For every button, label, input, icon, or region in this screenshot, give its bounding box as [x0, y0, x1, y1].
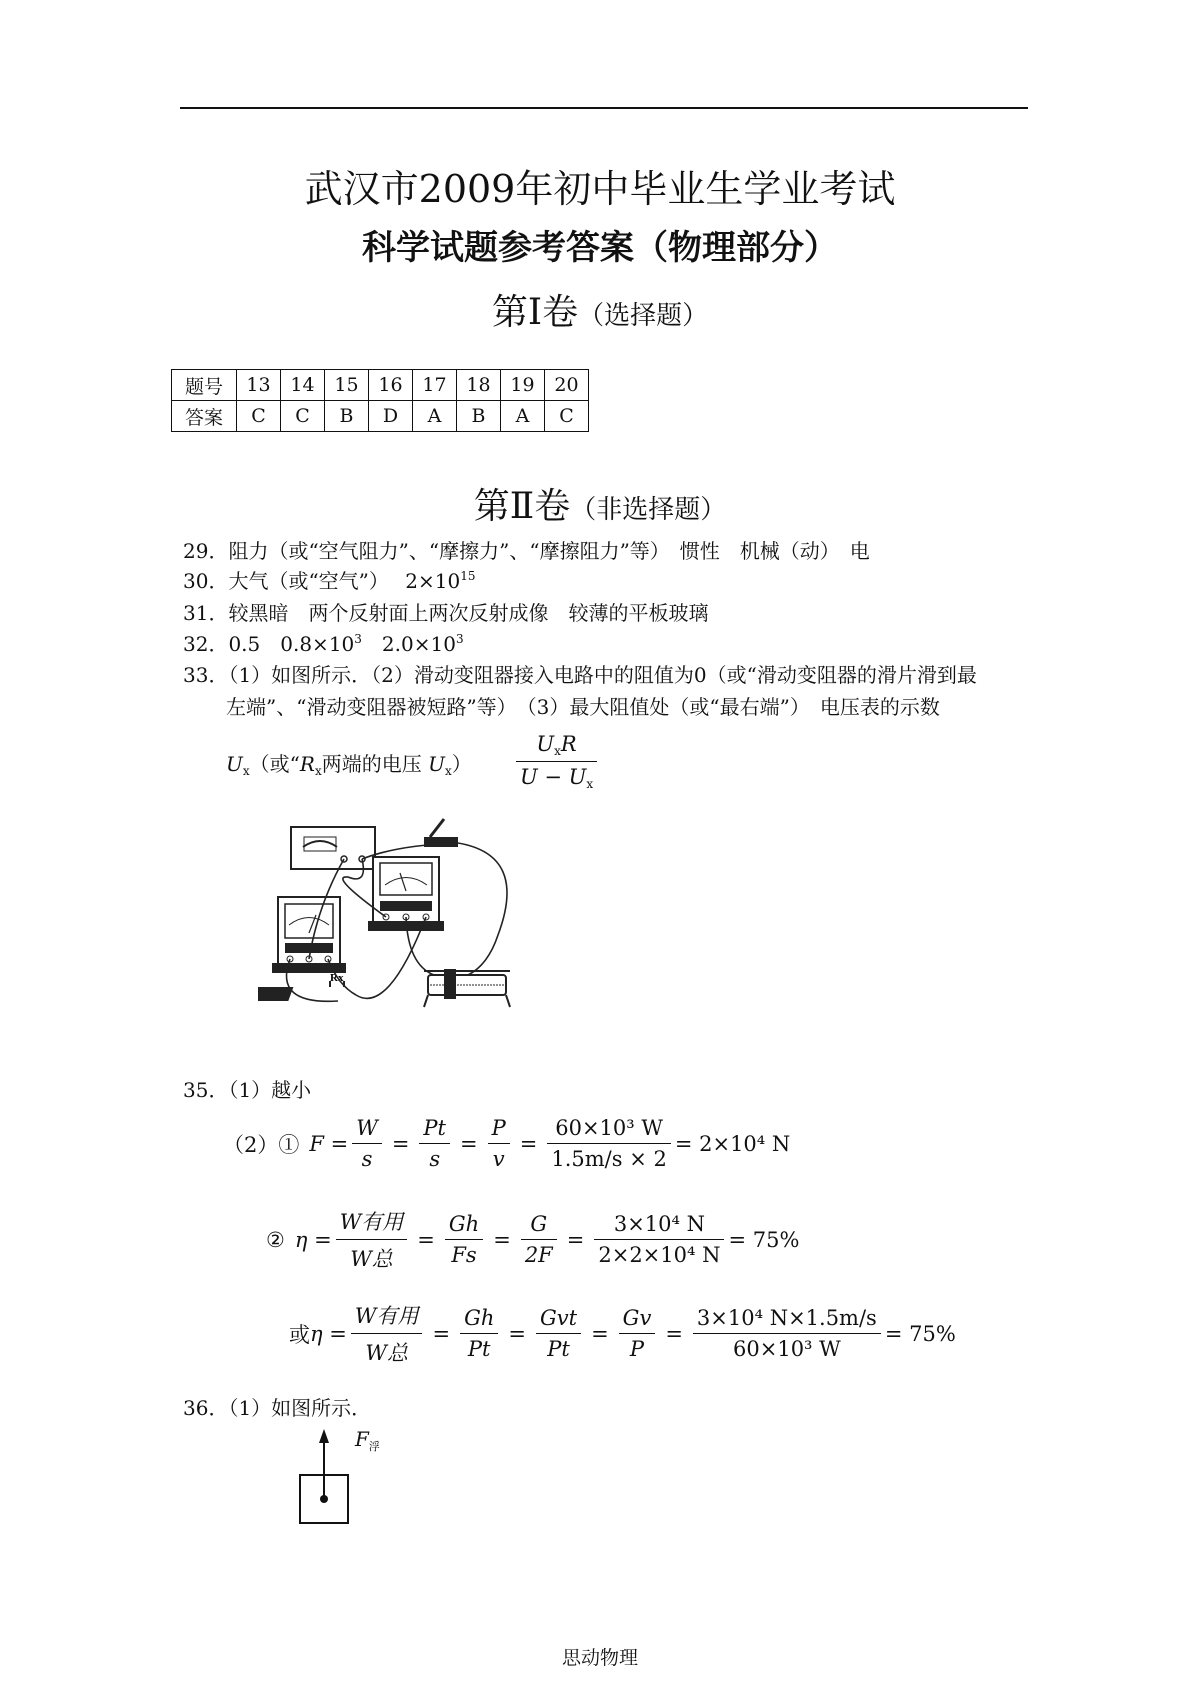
eq2-f1-den: W总	[350, 1247, 393, 1271]
resistor-rx-icon	[258, 981, 344, 1001]
eq3-lhs: η =	[310, 1321, 347, 1346]
table-header-cell: 答案	[172, 401, 237, 432]
rx-symbol: R	[299, 752, 315, 776]
eq3-result: = 75%	[884, 1321, 956, 1346]
eq1-f3-den: v	[492, 1147, 505, 1171]
rx-subscript: x	[314, 764, 322, 778]
header-rule	[180, 107, 1028, 109]
section1-paren: （选择题）	[578, 301, 709, 331]
eq1-f2-den: s	[429, 1147, 441, 1171]
circuit-diagram	[258, 815, 558, 1015]
answer-33-line1: 33．（1）如图所示．（2）滑动变阻器接入电路中的阻值为0（或“滑动变阻器的滑片滑到最	[183, 663, 977, 687]
answer-32	[183, 628, 464, 657]
answer-33-text2: 两端的电压	[321, 752, 422, 776]
buoyancy-label	[355, 1427, 380, 1454]
table-cell: C	[281, 401, 325, 432]
eq2-f3-num: G	[521, 1212, 557, 1240]
buoyancy-diagram	[290, 1425, 410, 1537]
frac-num-r: R	[560, 732, 577, 756]
eq3-f2-num: Gh	[460, 1306, 498, 1334]
table-header-cell: 题号	[172, 370, 237, 401]
table-cell: A	[501, 401, 545, 432]
answer-32-text-a: 32．0.5 0.8×10	[183, 632, 355, 656]
table-cell: 13	[237, 370, 281, 401]
answer-29: 29．阻力（或“空气阻力”、“摩擦力”、“摩擦阻力”等） 惯性 机械（动） 电	[183, 539, 870, 563]
document-title: 武汉市2009年初中毕业生学业考试	[304, 167, 896, 211]
table-cell: A	[413, 401, 457, 432]
eq3-f4-num: Gv	[619, 1306, 656, 1334]
eq3-f2-den: Pt	[467, 1337, 491, 1361]
section2-paren: （非选择题）	[570, 495, 727, 525]
eq2-f4-num: 3×10⁴ N	[594, 1212, 724, 1240]
table-cell: 19	[501, 370, 545, 401]
eq3-f5-num: 3×10⁴ N×1.5m/s	[693, 1306, 881, 1334]
frac-num-u: U	[536, 732, 555, 756]
frac-num-sub: x	[554, 744, 561, 758]
answer-33-line2: 左端”、“滑动变阻器被短路”等） （3）最大阻值处（或“最右端”） 电压表的示数	[226, 695, 940, 719]
table-cell: 15	[325, 370, 369, 401]
eq3-f3-num: Gvt	[536, 1306, 581, 1334]
answer-30	[183, 565, 475, 594]
section2-label: 第Ⅱ卷	[473, 486, 571, 527]
eq2-label: ②	[266, 1227, 285, 1252]
rheostat-icon	[424, 969, 510, 1007]
eq1-f4-den: 1.5m/s × 2	[551, 1147, 667, 1171]
answer-33-text: （或“	[249, 752, 300, 776]
ux-subscript: x	[242, 764, 250, 778]
answer-33-line3	[226, 748, 472, 778]
answer-30-exponent: 15	[460, 569, 476, 583]
eq2-f1-num: W有用	[336, 1206, 408, 1240]
answer-33-fraction	[512, 732, 601, 791]
page-footer: 思动物理	[561, 1647, 638, 1669]
eq2-f3-den: 2F	[524, 1243, 553, 1267]
frac-den-sub: x	[586, 777, 594, 791]
answer-32-text-b: 2.0×10	[361, 632, 456, 656]
table-cell: 18	[457, 370, 501, 401]
answer-36-1: 36．（1）如图所示．	[183, 1396, 372, 1420]
eq1-result: = 2×10⁴ N	[674, 1131, 791, 1156]
section-title-1	[0, 284, 1200, 335]
eq3-f3-den: Pt	[547, 1337, 570, 1361]
equation-efficiency: ② η = $\frac{\text{W有用}}{\text{W总}}$ = $\frac{Gh}{Fs}$ = $\frac{G}{2F}$ = $\frac{\text{3×10⁴ N}}{\text{2×2×10⁴ N}}$ = 75%	[266, 1206, 799, 1273]
ux-subscript-2: x	[444, 764, 452, 778]
eq1-f2-num: Pt	[419, 1116, 450, 1144]
eq2-f4-den: 2×2×10⁴ N	[598, 1243, 721, 1267]
rx-label: Rx	[330, 972, 344, 984]
eq1-f4-num: 60×10³ W	[547, 1116, 670, 1144]
eq3-f1-num: W有用	[351, 1300, 423, 1334]
table-cell: D	[369, 401, 413, 432]
eq2-lhs: η =	[294, 1227, 332, 1252]
eq1-f1-den: s	[361, 1147, 373, 1171]
table-cell: B	[457, 401, 501, 432]
answer-32-exponent-1: 3	[354, 632, 362, 646]
answer-31: 31．较黑暗 两个反射面上两次反射成像 较薄的平板玻璃	[183, 601, 709, 625]
table-cell: B	[325, 401, 369, 432]
arrow-up-icon	[319, 1429, 329, 1443]
document-subtitle: 科学试题参考答案（物理部分）	[362, 228, 838, 268]
table-cell: 16	[369, 370, 413, 401]
table-row	[172, 401, 589, 432]
voltmeter-icon	[272, 897, 346, 973]
force-symbol: F	[355, 1427, 369, 1451]
frac-den: U − U	[520, 765, 587, 789]
eq2-result: = 75%	[728, 1227, 800, 1252]
equation-efficiency-alt: 或 η = $\frac{\text{W有用}}{\text{W总}}$ = $\frac{Gh}{Pt}$ = $\frac{\text{Gvt}}{Pt}$ = $\frac{Gv}{P}$ = $\frac{\text{3×10⁴ N×1.5m/s}}{\text{60×10³ W}}$ = 75%	[289, 1300, 956, 1367]
eq1-f3-num: P	[488, 1116, 510, 1144]
eq1-label: （2）①	[223, 1132, 300, 1157]
eq3-f5-den: 60×10³ W	[733, 1337, 841, 1361]
eq2-f2-num: Gh	[445, 1212, 483, 1240]
table-cell: 17	[413, 370, 457, 401]
section-title-2	[0, 478, 1200, 529]
answer-table	[171, 369, 589, 432]
table-cell: 20	[545, 370, 589, 401]
table-cell: C	[545, 401, 589, 432]
eq2-f2-den: Fs	[451, 1243, 477, 1267]
ux-symbol: U	[226, 752, 243, 776]
ux-symbol-2: U	[428, 752, 445, 776]
answer-33-close: ）	[451, 752, 472, 776]
eq3-f4-den: P	[629, 1337, 645, 1361]
answer-32-exponent-2: 3	[455, 632, 464, 646]
eq3-f1-den: W总	[365, 1341, 408, 1365]
eq3-label: 或	[289, 1322, 310, 1347]
eq1-lhs: F =	[309, 1131, 349, 1156]
table-cell: C	[237, 401, 281, 432]
table-row	[172, 370, 589, 401]
equation-force: （2）① F = $\frac{W}{s}$ = $\frac{Pt}{s}$ = $\frac{P}{v}$ = $\frac{\text{60×10³ W}}{1.5m/s \times 2}$ = 2×10⁴ N	[223, 1116, 791, 1171]
answer-35-1: 35．（1）越小	[183, 1078, 312, 1102]
eq1-f1-num: W	[352, 1116, 382, 1144]
section1-label: 第Ⅰ卷	[491, 292, 579, 333]
answer-30-text: 30．大气（或“空气”） 2×10	[183, 569, 461, 593]
force-subscript: 浮	[368, 1440, 380, 1453]
table-cell: 14	[281, 370, 325, 401]
